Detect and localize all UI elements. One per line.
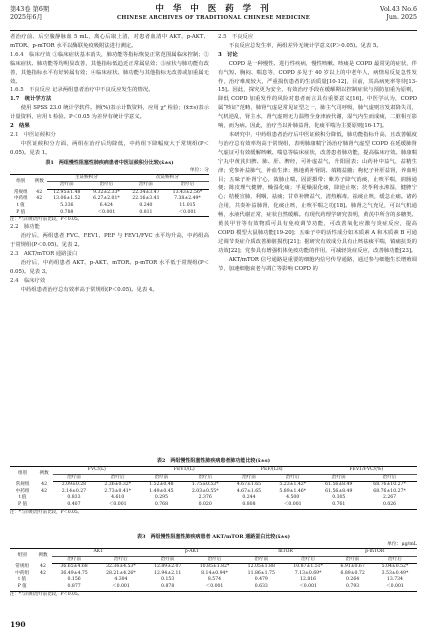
table-header: 治疗前 [228,474,270,482]
table-cell: 4.304 [114,577,128,583]
table-cell: 0.305 [332,495,346,501]
table-row [10,210,209,217]
table-cell: ＜0.001 [97,209,116,215]
table-caption: 表3 两组慢性阻塞性肺疾病患者 AKT/mTOR 通路蛋白比较(x̄±s) [137,534,290,540]
journal-title-cn: 中 华 中 医 药 学 刊 [155,4,272,14]
table-cell: 42 [41,481,47,487]
table-cell: 0.878 [161,583,175,589]
table-header: 治疗前 [126,182,166,190]
table-cell: 22.16±3.41 [132,196,160,202]
table-cell: 0.768 [154,501,169,507]
table-cell: 2.376 [198,495,212,501]
table-cell: 4.67±1.65 [236,482,262,488]
table-cell: 12.05±1.88 [247,564,275,570]
table-header: 例数 [34,178,44,184]
table-cell: 28.21±4.26* [106,570,136,576]
table-cell: t 值 [16,203,25,209]
table-cell: 0.479 [254,577,268,583]
table-cell: P 值 [16,209,26,215]
table-header: 治疗后 [284,556,333,564]
table-header: 例数 [38,553,48,559]
table-cell: ＜0.001 [108,501,127,507]
table-header: 治疗后 [270,474,316,482]
table-cell: 2.03±0.55* [191,488,219,494]
section-heading: 3 讨论 [218,51,238,58]
table-cell: 10.85±1.82* [199,564,230,570]
table-cell: ＜0.001 [205,583,224,589]
subheading: 2.5 不良反应 [218,34,254,40]
table-cell: 6.27±2.01* [93,196,120,202]
table-header: 治疗后 [362,474,417,482]
table-cell: 42 [36,196,43,202]
paragraph: 者治疗前、后空腹静脉血 5 mL，离心后取上清，对患者血清中 AKT、p-AKT、mTOR、p-mTOR 水平以酶联免疫吸附法进行测定。 [10,34,209,49]
table-cell: P 值 [18,501,28,507]
table-header: 治疗后 [190,556,239,564]
table-cell: 61.56±8.49 [325,488,353,494]
table-3-block [10,532,417,598]
table-cell: 0.788 [60,209,74,215]
subheading: 2.3 AKT/mTOR 通路蛋白 [10,250,78,257]
table-header: 组别 [17,471,28,477]
subheading: 1.6.4 临床疗效 [10,51,51,58]
table-header: 治疗后 [166,182,209,190]
table-cell: 0.793 [346,583,360,589]
right-column [218,33,417,273]
table-group-header: p-AKT [145,549,239,557]
table-header: 治疗前 [316,474,363,482]
table-cell: 9.32±2.33* [93,189,120,195]
table-cell: 10.87±1.51* [293,564,323,570]
subheading: 2.1 中医证候积分 [10,131,56,138]
journal-title-en: CHINESE ARCHIVES OF TRADITIONAL CHINESE MEDICINE [116,15,311,21]
paragraph: 不良反应总发生率，两组差异无统计学意义(P＞0.05)。见表 5。 [228,42,382,49]
table-cell: 6.89±0.72 [340,570,365,576]
table-group-header: 主证候积分 [47,174,126,182]
table-cell: 中药组 [13,196,28,202]
table-cell: P 值 [17,583,27,589]
table-cell: 7.38±2.49* [174,196,201,202]
table-cell: 5.89±1.46* [279,488,307,494]
paragraph: 本研究中，中药组患者治疗后中医证候积分降低，肺功能指标升高，且改善幅度与治疗总有效率均高于常规组，表明肺康喘宁汤治疗肺肾气虚型 COPD 在延缓肺肾气虚证可有效缓解咳嗽、喘息等临床症状，改善患者肺功能，提高临床疗效。肺康喘宁丸中黄芪归脾、肺、肝、脾经，可补虚益气，升阳固表；山药补中益气，益精生津；党参补益肺气，补血生津；熟地黄补肾阴、填精益髓；枸杞子补肝益肾，养血明目；五味子补肾宁心，敛肺止喘，固涩摄带；紫苏子降气消痰，止咳平喘，润肠通便；陈皮理气健脾，燥湿化痰；半夏燥湿化痰，降逆止呕；茯苓利水渗湿，健脾宁心；桔梗宣肺，利咽，祛痰；甘草补脾益气，清热解毒，祛痰止咳，缓急止痛。诸药合用，共奏补益肺肾，化痰止咳，止咳平喘之功[18]。肺肾之气充足，可以气机通畅，水液代谢正常，症状自然缓解。有现代药理学研究表明，黄芪中所含的多糖类、黄芪甲苷等有效物质可具有免疫调节功能，可改善氧化应激与炎症反应，提高 COPD 模型大鼠肺功能[19-20]；五味子中的活性成分如木质素 A 和木质素 B 可通过调节炎症介质改善肺脏损伤[21]；据研究有效成分具有止咳祛痰平喘，镇痛抗炎的功效[22]；党参具有增强机体免疫功能的作用，可减轻炎症反应，改善肺功能[23]。 [218,131,417,254]
table-note: 注：*与同组治疗前比较，P＜0.05。 [10,509,83,515]
table-note: 注：*与同组治疗前比较，P＜0.05。 [10,217,83,223]
table-cell [32,210,47,217]
table-group-header: mTOR [239,549,333,557]
header-right [380,6,417,22]
subheading: 1.6.5 不良反应 [10,87,51,94]
table-group-header: FEV1/(L) [141,467,229,475]
table-group-header: PEF/(L/s) [228,467,316,475]
table-header: 治疗前 [145,556,190,564]
date-en: Jun. 2025 [386,14,417,21]
table-header: 治疗前 [53,474,95,482]
paragraph: AKT/mTOR 信号通路是重要的细胞内信号传导通路，通过参与细胞生长增殖调节，加速细胞衰老与凋亡等影响 COPD 的 [218,256,417,272]
table-row [10,564,417,571]
table-cell: 0.811 [139,209,153,215]
table-cell: 1.75±0.53* [191,482,219,488]
subheading: 2.2 肺功能 [10,224,40,231]
header-center [10,4,417,22]
table-header: 组别 [16,178,26,184]
table-header: 治疗前 [332,556,373,564]
table-cell: 32.36±4.53* [106,564,136,570]
table-header: 治疗前 [47,182,87,190]
paragraph: 中药组患者治疗总有效率高于常规组(P＜0.05)。见表 4。 [20,286,158,293]
table-cell: 36.49±4.75 [60,570,88,576]
table-caption: 表1 两组慢性阻塞性肺疾病患者中医证候积分比较(x̄±s) [45,159,174,166]
table-cell: 68.76±10.27* [373,482,406,488]
table-cell [35,502,53,509]
table-cell: 常规组 [13,189,28,195]
table-header: 组别 [17,553,27,559]
table-unit: 单位：μg/mL [387,542,417,547]
running-header [10,4,417,30]
table-caption: 表2 两组慢性阻塞性肺疾病患者肺功能比较(x̄±s) [156,458,271,464]
table-group-header: FEV1/FVC/(%) [316,467,418,475]
paragraph: COPD 是一种慢性、进行性疾病，慢性咳嗽、咳痰是 COPD 最常见的症状，伴有气短、胸闷、喘息等，COPD 多见于 40 岁以上的中老年人，病情易反复急性发作，治疗难度较大，严重损伤患者的生活质量[10-12]，目前，其高病死率等待[13-15]。因此，探究更为安全，有效治疗手段在缓解期以控制症状与预防加重为原则，降低 COPD 加重发作的风险对患者而言具有重要意义[16]。中医学认为，COPD 属“咳证”范畴，肺肾气虚是常见证型之一，肺主气司呼吸，肺气虚则宣发肃降失司，气机逆乱，肾主水，肾气虚则无力温煦全身津液代谢，湿气内生而成痰，二脏相互影响，而为病。因此，治疗当以补肺益肾，化痰平喘为主要原则[16-17]。 [218,60,417,130]
table-cell: 0.240 [139,203,153,209]
table-header: 治疗前 [141,474,183,482]
table-cell: 0.877 [67,583,81,589]
table-cell: 36.65±4.68 [60,564,88,570]
table-group-header: 次证候积分 [126,174,209,182]
table-cell: 12.89±2.07 [154,564,182,570]
table-cell: 常规组 [15,563,30,569]
left-column [10,33,209,295]
table-cell: t 值 [18,577,27,583]
table-cell: 中药组 [15,570,30,576]
section-heading: 2 结果 [10,123,30,130]
volume-en: Vol.43 No.6 [380,6,417,13]
table-cell: 5.336 [60,203,74,209]
table-cell: 4.67±1.65 [236,488,262,494]
table-cell: 12.816 [300,577,317,583]
table-cell: 13.06±1.52 [53,196,81,202]
table-cell: 4.500 [286,495,300,501]
table-header: 治疗后 [97,556,146,564]
table-1 [10,174,209,218]
table-note: 注：*与同组治疗前比较，P＜0.05。 [10,591,83,597]
table-cell: 42 [41,488,47,494]
table-cell: 常规组 [15,481,30,487]
table-header: 例数 [39,471,49,477]
table-cell: 61.56±8.49 [325,482,353,488]
table-cell: 0.633 [254,583,268,589]
table-cell: 中药组 [15,488,30,494]
table-row [10,482,417,489]
table-cell: 13.734 [386,577,403,583]
table-cell: 0.761 [332,501,346,507]
table-cell: ＜0.001 [386,583,404,589]
table-cell: 12.95±1.48 [53,189,81,195]
table-header: 治疗后 [373,556,417,564]
table-header: 治疗后 [87,182,126,190]
table-cell: 11.015 [179,203,196,209]
table-cell: 22.34±3.47 [132,189,160,195]
table-cell: 6.424 [99,203,113,209]
table-cell: 0.264 [346,577,360,583]
subheading: 2.4 临床疗效 [10,277,46,284]
table-cell: 1.52±0.48 [149,482,174,488]
volume-cn: 第43卷 第6期 [10,6,50,13]
table-cell: 0.833 [67,495,81,501]
table-cell: 0.020 [198,501,212,507]
table-cell: 0.808 [242,501,256,507]
table-cell: ＜0.001 [112,583,130,589]
table-cell: t 值 [18,495,27,501]
table-cell: 0.026 [382,501,397,507]
table-cell: ＜0.001 [283,501,302,507]
table-cell: 5.23±1.42* [279,482,307,488]
table-cell: 8.574 [207,577,222,583]
table-cell: 11.86±1.75 [247,570,275,576]
table-cell [34,584,51,591]
subheading: 1.7 统计学方法 [10,96,52,103]
table-cell: 68.76±10.27* [373,488,406,494]
table-group-header: AKT [52,549,146,557]
table-cell: 0.295 [154,495,169,501]
table-row [10,203,209,210]
table-cell: 0.153 [161,577,175,583]
table-cell [32,203,47,210]
table-group-header: p-mTOR [332,549,417,557]
table-cell: 42 [40,570,46,576]
paragraph: ①临床症状基本消失，肺功能等指标恢复正常范围属临床控制；②临床症状、肺功能等均明显改善，其他指标低趋近正常属显效；③症状与肺功能有改善，其他指标水平有好转属有效；④临床症状、肺功能与其他指标无改善或加重属无效。 [10,51,210,85]
paragraph: 治疗后，两组患者 FVC、FEV1、PEF 与 FEV1/FVC 水平均升高，中药组高于常规组(P＜0.05)。见表 2。 [10,233,209,249]
table-cell [34,577,51,584]
table-cell: 2.267 [382,495,397,501]
table-cell: 2.09±0.28 [61,482,87,488]
table-cell: 13.43±2.56* [172,189,203,195]
table-cell: 0.407 [67,501,81,507]
table-cell: 2.36±0.32* [104,482,132,488]
table-group-header: FVC/(L) [53,467,141,475]
table-row [10,502,417,509]
table-header: 治疗后 [182,474,228,482]
table-cell: 6.91±0.67 [340,564,365,570]
table-cell: 42 [36,189,43,195]
table-cell: ＜0.001 [299,583,317,589]
table-cell: 42 [40,563,46,569]
table-cell: 3.53±0.49* [381,570,409,576]
table-cell: 7.13±0.69* [294,570,322,576]
page-number: 190 [10,620,26,629]
table-unit: 单位：分 [189,167,209,173]
paragraph: 治疗后，中药组患者 AKT、p-AKT、mTOR、p-mTOR 水平低于常规组(P＜0.05)。见表 3。 [10,259,209,275]
paragraph: 中医证候积分方面，两组在治疗后均降低，中药组下降幅度大于常规组(P＜0.05)。见表 1。 [10,140,209,156]
table-cell: 0.244 [242,495,256,501]
table-3 [10,548,417,592]
table-header: 治疗前 [52,556,97,564]
table-2 [10,466,417,510]
paragraph: 记录两组患者治疗中不良反应发生的情况。 [52,87,154,94]
table-header: 治疗前 [239,556,284,564]
table-row [10,577,417,584]
table-header: 治疗后 [95,474,141,482]
table-cell: 5.04±0.52* [381,564,409,570]
header-rule [10,30,417,31]
table-cell: 2.14±0.27 [61,488,87,494]
table-2-block [10,456,417,516]
date-cn: 2025年6月 [10,14,43,21]
table-row [10,584,417,591]
table-cell: 1.49±0.45 [149,488,174,494]
table-cell: 12.94±2.11 [154,570,182,576]
table-cell [35,495,53,502]
table-cell: ＜0.001 [178,209,197,215]
table-row [10,495,417,502]
table-cell: 2.73±0.41* [104,488,132,494]
table-cell: 0.156 [67,577,81,583]
table-cell: 4.610 [111,495,125,501]
table-cell: 8.14±0.94* [201,570,228,576]
paragraph: 使用 SPSS 23.0 统计学软件。例(%)表示计数资料，应用 χ² 检验；(x̄±s)表示计量资料，应用 t 检验。P＜0.05 为差异有统计学意义。 [10,105,209,121]
